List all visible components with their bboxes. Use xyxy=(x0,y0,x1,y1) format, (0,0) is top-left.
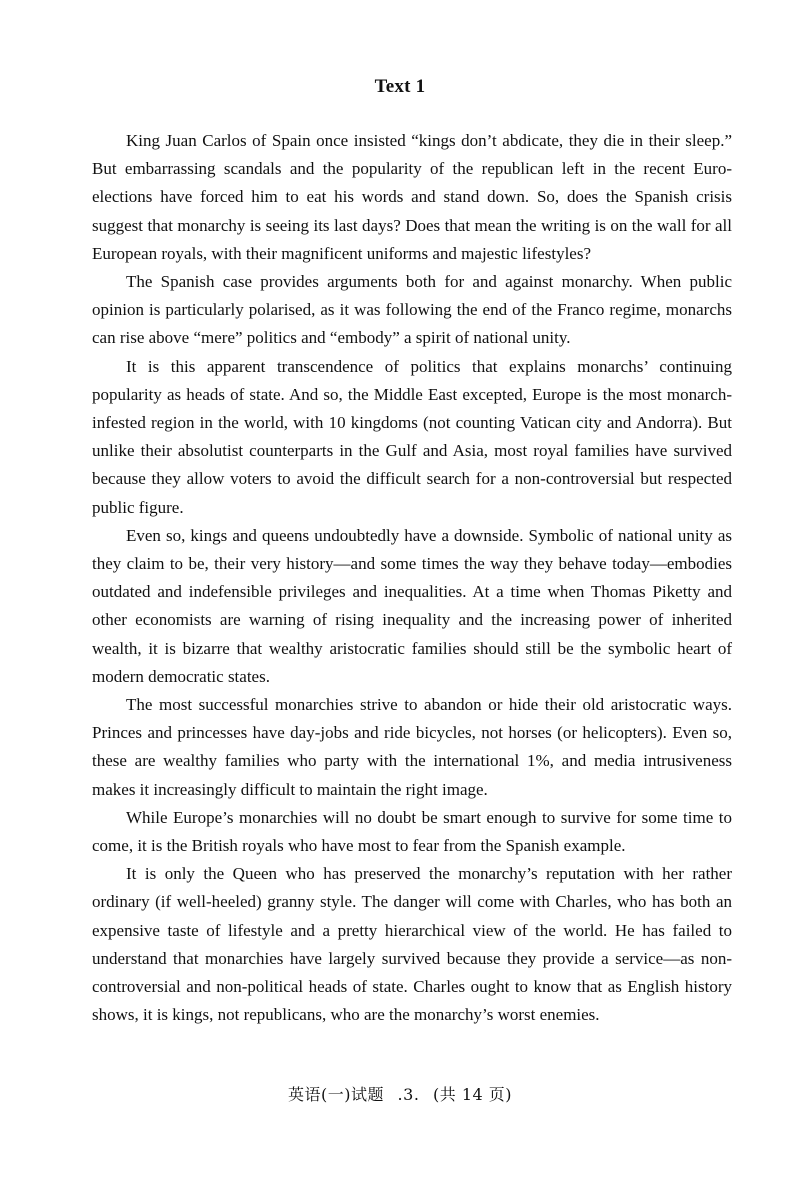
footer-total-pages: (共 14 页) xyxy=(433,1085,513,1104)
text-title: Text 1 xyxy=(374,76,426,97)
paragraph-4: Even so, kings and queens undoubtedly have a downside. Symbolic of national unity as they claim to be, their very history—and some times the way they behave today—embodies outdated and indefensible privileges and inequalities. At a time when Thomas Piketty and other economists are warning of rising inequality and the increasing power of inherited wealth, it is bizarre that wealthy aristocratic families should still be the symbolic heart of modern democratic states. xyxy=(92,525,732,686)
paragraph-2: The Spanish case provides arguments both for and against monarchy. When public opinion is particularly polarised, as it was following the end of the Franco regime, monarchs can rise above “mere” politics and “embody” a spirit of national unity. xyxy=(92,272,732,348)
footer-page-number: .3. xyxy=(397,1085,420,1104)
paragraph-5: The most successful monarchies strive to abandon or hide their old aristocratic ways. Princes and princesses have day-jobs and ride bicycles, not horses (or helicopters). Even so, these are wealthy families who party with the international 1%, and media intrusiveness makes it increasingly difficult to maintain the right image. xyxy=(92,695,732,799)
passage-body xyxy=(92,127,732,1030)
paragraph-1: King Juan Carlos of Spain once insisted “kings don’t abdicate, they die in their sleep.” But embarrassing scandals and the popularity of the republican left in the recent Euro-elections have forced him to eat his words and stand down. So, does the Spanish crisis suggest that monarchy is seeing its last days? Does that mean the writing is on the wall for all European royals, with their magnificent uniforms and majestic lifestyles? xyxy=(92,131,732,263)
footer-subject: 英语(一)试题 xyxy=(287,1085,384,1104)
paragraph-6: While Europe’s monarchies will no doubt be smart enough to survive for some time to come, it is the British royals who have most to fear from the Spanish example. xyxy=(92,807,732,856)
page-footer xyxy=(0,1082,800,1105)
paragraph-3: It is this apparent transcendence of politics that explains monarchs’ continuing popularity as heads of state. And so, the Middle East excepted, Europe is the most monarch-infested region in the world, with 10 kingdoms (not counting Vatican city and Andorra). But unlike their absolutist counterparts in the Gulf and Asia, most royal families have survived because they allow voters to avoid the difficult search for a non-controversial but respected public figure. xyxy=(92,356,732,517)
paragraph-7: It is only the Queen who has preserved the monarchy’s reputation with her rather ordinary (if well-heeled) granny style. The danger will come with Charles, who has both an expensive taste of lifestyle and a pretty hierarchical view of the world. He has failed to understand that monarchies have largely survived because they provide a service—as non-controversial and non-political heads of state. Charles ought to know that as English history shows, it is kings, not republicans, who are the monarchy’s worst enemies. xyxy=(92,864,732,1025)
